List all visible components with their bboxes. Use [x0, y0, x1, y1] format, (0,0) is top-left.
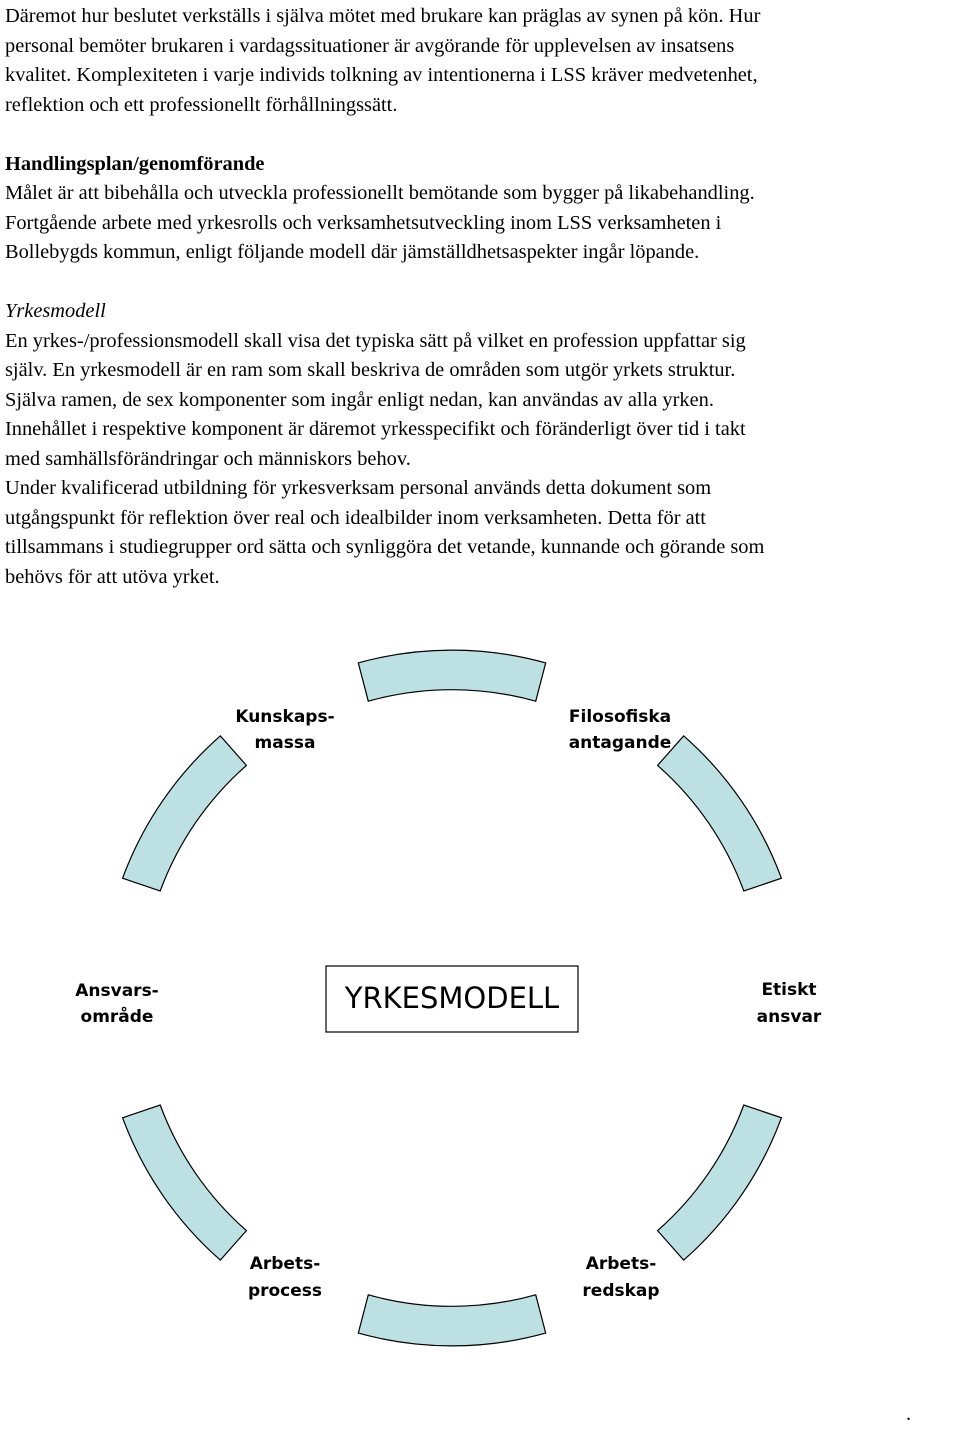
- section2-line: utgångspunkt för reflektion över real och idealbilder inom verksamheten. Detta för att: [5, 506, 706, 529]
- ring-segment-bottom: [358, 1295, 545, 1346]
- component-kunskapsmassa: [235, 707, 334, 753]
- section2-line: själv. En yrkesmodell är en ram som skall beskriva de områden som utgör yrkets struktur.: [5, 359, 736, 381]
- intro-line: personal bemöter brukaren i vardagssituationer är avgörande för upplevelsen av insatsens: [5, 34, 735, 57]
- ring-segment-upper-left: [123, 736, 247, 891]
- section1-line: Fortgående arbete med yrkesrolls och verksamhetsutveckling inom LSS verksamheten i: [5, 211, 722, 234]
- component-label: Kunskaps-: [235, 707, 335, 727]
- component-label: Arbets-: [249, 1254, 321, 1274]
- section-heading-handlingsplan: Handlingsplan/genomförande: [5, 152, 265, 175]
- component-label: redskap: [582, 1281, 660, 1301]
- section1-line: Målet är att bibehålla och utveckla professionellt bemötande som bygger på likabehandling.: [5, 182, 755, 204]
- intro-line: Däremot hur beslutet verkställs i själva mötet med brukare kan präglas av synen på kön. Hur: [5, 5, 761, 27]
- component-label: Arbets-: [585, 1254, 657, 1274]
- section2-line: En yrkes-/professionsmodell skall visa det typiska sätt på vilket en profession uppfattar sig: [5, 329, 746, 352]
- component-label: ansvar: [756, 1007, 822, 1027]
- component-arbetsprocess: [248, 1254, 322, 1301]
- yrkesmodell-diagram: [0, 640, 960, 1410]
- component-label: antagande: [568, 733, 672, 753]
- section2-line: behövs för att utöva yrket.: [5, 565, 220, 588]
- section2-line: med samhällsförändringar och människors behov.: [5, 447, 411, 470]
- footer-mark: .: [906, 1403, 911, 1425]
- component-label: område: [80, 1007, 154, 1027]
- section1-line: Bollebygds kommun, enligt följande modell där jämställdhetsaspekter ingår löpande.: [5, 241, 700, 263]
- ring-segment-upper-right: [658, 736, 782, 891]
- ring-segment-lower-left: [123, 1105, 247, 1260]
- intro-line: kvalitet. Komplexiteten i varje individs tolkning av intentionerna i LSS kräver medvetenhet,: [5, 64, 758, 86]
- component-filosofiska-antagande: [569, 707, 672, 753]
- component-label: Ansvars-: [75, 981, 159, 1001]
- component-label: Etiskt: [761, 980, 817, 1000]
- section2-line: Själva ramen, de sex komponenter som ingår enligt nedan, kan användas av alla yrken.: [5, 388, 714, 411]
- component-label: process: [247, 1281, 323, 1301]
- section2-line: tillsammans i studiegrupper ord sätta och synliggöra det vetande, kunnande och görande som: [5, 536, 765, 558]
- component-label: Filosofiska: [568, 707, 672, 727]
- document-body: [5, 2, 960, 592]
- paragraph-gap: [5, 120, 960, 150]
- component-ansvarsomrade: [75, 981, 159, 1027]
- section2-line: Under kvalificerad utbildning för yrkesverksam personal används detta dokument som: [5, 477, 712, 499]
- paragraph-gap: [5, 268, 960, 298]
- intro-line: reflektion och ett professionellt förhållningssätt.: [5, 93, 398, 116]
- center-title: YRKESMODELL: [344, 981, 560, 1015]
- section2-line: Innehållet i respektive komponent är däremot yrkesspecifikt och föränderligt över tid i takt: [5, 418, 746, 440]
- ring-segment-lower-right: [658, 1105, 782, 1260]
- component-arbetsredskap: [582, 1254, 659, 1301]
- component-label: massa: [254, 733, 316, 753]
- section-heading-yrkesmodell: Yrkesmodell: [5, 300, 106, 322]
- ring-segment-top: [358, 650, 545, 701]
- component-etiskt-ansvar: [757, 980, 822, 1027]
